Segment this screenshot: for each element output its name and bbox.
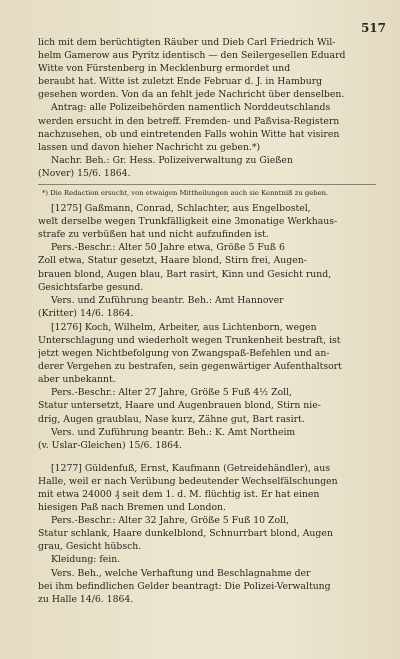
entry-1275 [38, 202, 376, 320]
entry-1277 [38, 462, 376, 606]
document-body [38, 36, 376, 606]
entry-date: (Kritter) 14/6. 1864. [38, 307, 134, 319]
text-line: lich mit dem berüchtigten Räuber und Dieb Carl Friedrich Wil- [38, 37, 336, 48]
entry-authority: Vers. und Zuführung beantr. Beh.: Amt Hannover [51, 294, 284, 306]
entry-date: zu Halle 14/6. 1864. [38, 593, 134, 605]
text-line: helm Gamerow aus Pyritz identisch — den Seilergesellen Eduard [38, 50, 346, 62]
antrag-line: nachzusehen, ob und eintretenden Falls wohin Witte hat visiren [38, 128, 340, 140]
entry-line: strafe zu verbüßen hat und nicht aufzufinden ist. [38, 229, 269, 241]
entry-line: welt derselbe wegen Trunkfälligkeit eine 3monatige Werkhaus- [38, 216, 338, 228]
entry-line: Unterschlagung und wiederholt wegen Trunkenheit bestraft, ist [38, 334, 341, 346]
entry-line: [1277] Güldenfuß, Ernst, Kaufmann (Getreidehändler), aus [51, 462, 330, 474]
entry-line: derer Vergehen zu bestrafen, sein gegenwärtiger Aufenthaltsort [38, 361, 342, 373]
entry-description: Statur schlank, Haare dunkelblond, Schnurrbart blond, Augen [38, 528, 333, 540]
entry-description: Gesichtsfarbe gesund. [38, 281, 144, 293]
entry-description: Pers.-Beschr.: Alter 27 Jahre, Größe 5 Fuß 4½ Zoll, [51, 387, 293, 399]
entry-description: Pers.-Beschr.: Alter 32 Jahre, Größe 5 Fuß 10 Zoll, [51, 515, 289, 527]
entry-description: Pers.-Beschr.: Alter 50 Jahre etwa, Größe 5 Fuß 6 [51, 242, 285, 254]
entry-authority: Vers. und Zuführung beantr. Beh.: K. Amt Northeim [51, 426, 296, 438]
entry-description: brauen blond, Augen blau, Bart rasirt, Kinn und Gesicht rund, [38, 268, 332, 280]
footnote-divider [38, 184, 376, 185]
entry-line: jetzt wegen Nichtbefolgung von Zwangspaß-Befehlen und an- [38, 348, 330, 360]
entry-clothing: Kleidung: fein. [51, 554, 121, 566]
antrag-line: werden ersucht in den betreff. Fremden- und Paßvisa-Registern [38, 115, 340, 127]
entry-date: (v. Uslar-Gleichen) 15/6. 1864. [38, 439, 182, 451]
entry-description: drig, Augen graublau, Nase kurz, Zähne gut, Bart rasirt. [38, 413, 305, 425]
antrag-line: Antrag: alle Polizeibehörden namentlich Norddeutschlands [51, 102, 331, 114]
entry-line: hiesigen Paß nach Bremen und London. [38, 502, 226, 514]
entry-description: Zoll etwa, Statur gesetzt, Haare blond, Stirn frei, Augen- [38, 255, 307, 267]
nachricht-behoerde: Nachr. Beh.: Gr. Hess. Polizeiverwaltung zu Gießen [51, 154, 293, 166]
entry-line: mit etwa 24000 ₰ seit dem 1. d. M. flüchtig ist. Er hat einen [38, 489, 320, 500]
text-line: beraubt hat. Witte ist zuletzt Ende Februar d. J. in Hamburg [38, 76, 323, 88]
entry-line: [1275] Gaßmann, Conrad, Schlachter, aus Engelbostel, [51, 203, 311, 215]
entry-1276 [38, 321, 376, 452]
nachricht-date: (Nover) 15/6. 1864. [38, 167, 131, 179]
entry-authority: Vers. Beh., welche Verhaftung und Beschlagnahme der [51, 567, 311, 579]
footnote: *) Die Redaction ersucht, von etwaigen Mittheilungen auch sie Kenntniß zu geben. [42, 189, 329, 198]
entry-line: Halle, weil er nach Verübung bedeutender Wechselfälschungen [38, 475, 338, 487]
text-line: gesehen worden. Von da an fehlt jede Nachricht über denselben. [38, 89, 345, 101]
text-line: Witte von Fürstenberg in Mecklenburg ermordet und [38, 63, 291, 75]
page-number: 517 [360, 21, 386, 35]
entry-description: Statur untersetzt, Haare und Augenbrauen blond, Stirn nie- [38, 400, 321, 412]
entry-line: aber unbekannt. [38, 374, 116, 386]
entry-description: grau, Gesicht hübsch. [38, 541, 142, 553]
antrag-line: lassen und davon hieher Nachricht zu geben.*) [38, 141, 261, 153]
entry-line: [1276] Koch, Wilhelm, Arbeiter, aus Lichtenborn, wegen [51, 321, 317, 333]
entry-authority: bei ihm befindlichen Gelder beantragt: Die Polizei-Verwaltung [38, 580, 331, 592]
